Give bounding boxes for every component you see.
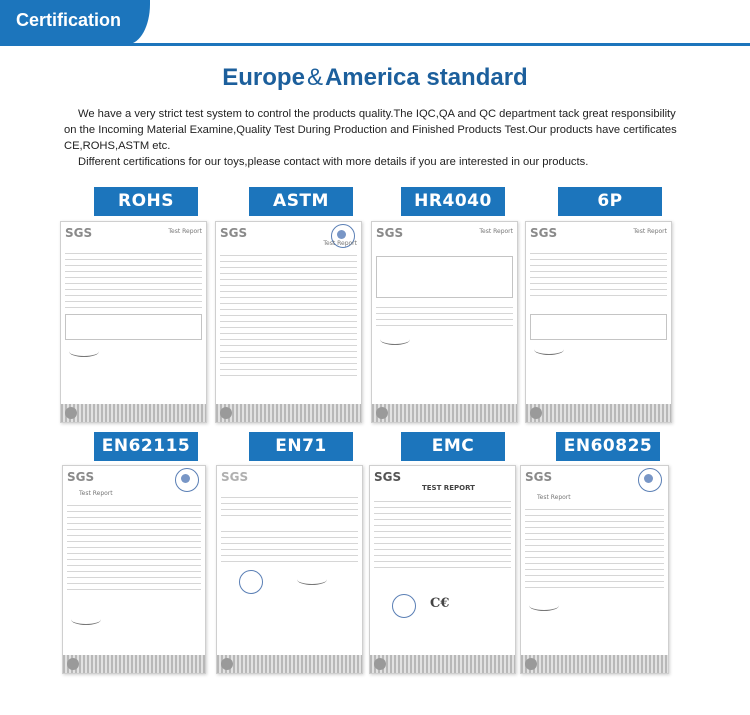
certificate-document-rohs <box>60 221 207 423</box>
sgs-logo: SGS <box>65 226 93 240</box>
certificate-document-astm <box>215 221 362 423</box>
cert-label-astm: ASTM <box>249 187 353 216</box>
sgs-logo: SGS <box>374 470 402 484</box>
doc-text-lines <box>220 250 357 380</box>
signature-mark <box>529 600 559 611</box>
accreditation-seal-icon <box>175 468 199 492</box>
doc-text-lines <box>525 504 664 592</box>
doc-title: Test Report <box>323 240 357 247</box>
title-ampersand: & <box>306 64 323 91</box>
doc-footer <box>372 404 517 422</box>
cert-label-rohs: ROHS <box>94 187 198 216</box>
sgs-logo: SGS <box>221 470 249 484</box>
certificate-document-en62115 <box>62 465 206 674</box>
sgs-logo: SGS <box>530 226 558 240</box>
doc-title: TEST REPORT <box>422 484 475 492</box>
sgs-logo: SGS <box>525 470 553 484</box>
doc-footer <box>526 404 671 422</box>
stamp-seal-icon <box>392 594 416 618</box>
signature-mark <box>71 614 101 625</box>
doc-title: Test Report <box>79 490 113 497</box>
cert-label-hr4040: HR4040 <box>401 187 505 216</box>
intro-text <box>64 106 690 170</box>
doc-title: Test Report <box>537 494 571 501</box>
cert-label-6p: 6P <box>558 187 662 216</box>
doc-text-lines <box>530 248 667 300</box>
doc-footer <box>521 655 668 673</box>
intro-paragraph-contact: Different certifications for our toys,please contact with more details if you are interested in our products. <box>78 156 589 168</box>
signature-mark <box>380 334 410 345</box>
doc-text-lines <box>376 302 513 326</box>
title-part-europe: Europe <box>222 64 305 91</box>
stamp-seal-icon <box>239 570 263 594</box>
sgs-logo: SGS <box>376 226 404 240</box>
cert-label-en62115: EN62115 <box>94 432 198 461</box>
certificate-document-emc <box>369 465 516 674</box>
section-title: Certification <box>16 10 122 30</box>
intro-paragraph-quality: We have a very strict test system to control the products quality.The IQC,QA and QC department tack great responsibility on the Incoming Material Examine,Quality Test During Production and Finished Products Test.Our products have certificates CE,ROHS,ASTM etc. <box>64 108 677 152</box>
signature-mark <box>297 574 327 585</box>
doc-result-table <box>530 314 667 340</box>
doc-footer <box>63 655 205 673</box>
doc-text-lines <box>65 248 202 308</box>
doc-text-lines <box>67 500 201 590</box>
cert-label-en71: EN71 <box>249 432 353 461</box>
header-bar <box>0 0 750 46</box>
doc-title: Test Report <box>168 228 202 235</box>
doc-footer <box>61 404 206 422</box>
cert-label-en60825: EN60825 <box>556 432 660 461</box>
doc-footer <box>216 404 361 422</box>
title-part-america: America standard <box>324 64 528 91</box>
doc-result-table <box>376 256 513 298</box>
doc-footer <box>370 655 515 673</box>
sgs-logo: SGS <box>220 226 248 240</box>
doc-body-lines <box>221 526 358 566</box>
doc-footer <box>217 655 362 673</box>
certificate-document-en60825 <box>520 465 669 674</box>
certificate-document-en71 <box>216 465 363 674</box>
certificate-document-6p <box>525 221 672 423</box>
doc-result-table <box>65 314 202 340</box>
certificate-document-hr4040 <box>371 221 518 423</box>
signature-mark <box>69 346 99 357</box>
doc-title: Test Report <box>479 228 513 235</box>
doc-text-lines <box>221 492 358 516</box>
sgs-logo: SGS <box>67 470 95 484</box>
cert-label-emc: EMC <box>401 432 505 461</box>
doc-title: Test Report <box>633 228 667 235</box>
page-title <box>0 64 750 92</box>
signature-mark <box>534 344 564 355</box>
accreditation-seal-icon <box>638 468 662 492</box>
ce-mark-icon: C€ <box>430 596 450 611</box>
doc-text-lines <box>374 496 511 572</box>
